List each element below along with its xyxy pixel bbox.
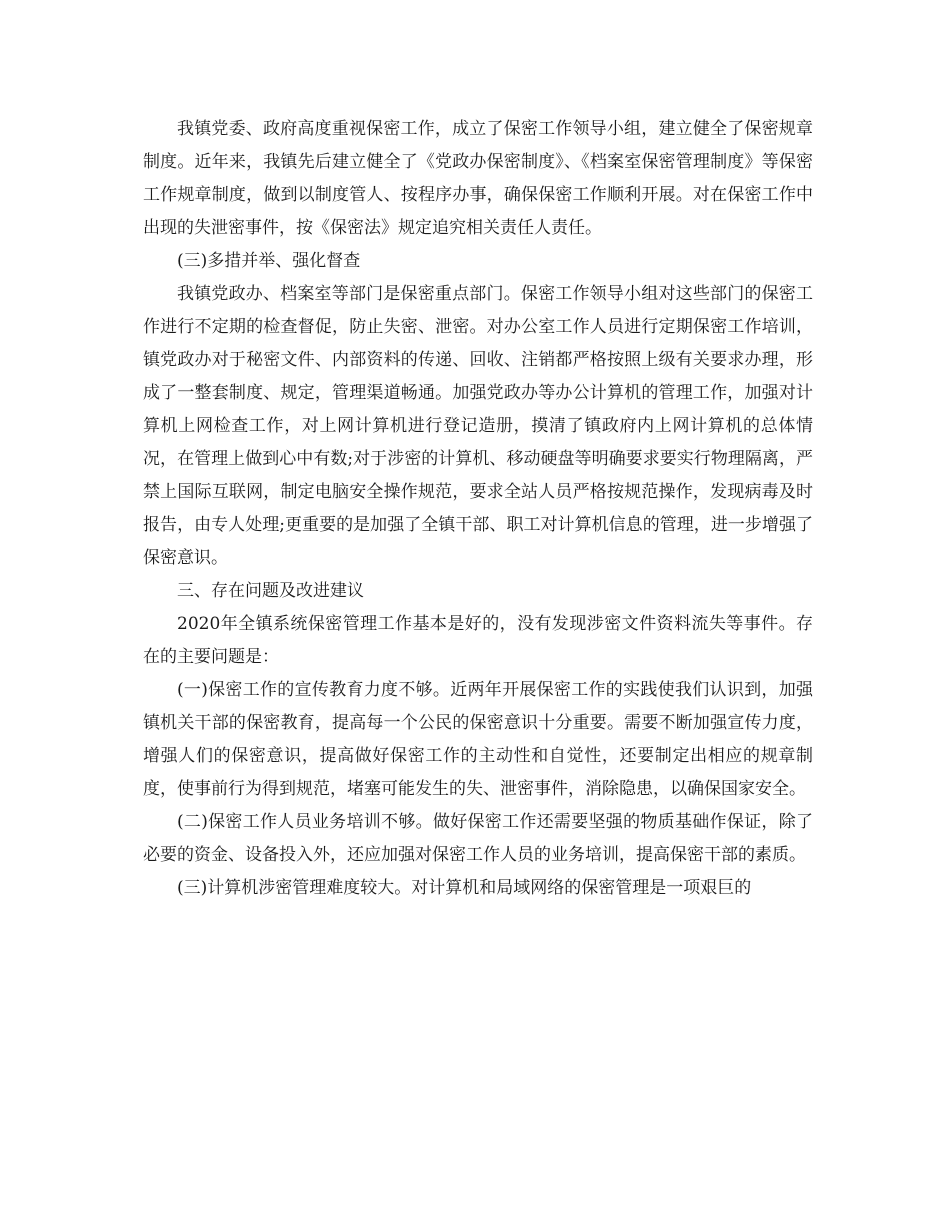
paragraph-key-departments: 我镇党政办、档案室等部门是保密重点部门。保密工作领导小组对这些部门的保密工作进行不定期的检查督促，防止失密、泄密。对办公室工作人员进行定期保密工作培训，镇党政办对于秘密文件、内部资料的传递、回收、注销都严格按照上级有关要求办理，形成了一整套制度、规定，管理渠道畅通。加强党政办等办公计算机的管理工作，加强对计算机上网检查工作，对上网计算机进行登记造册，摸清了镇政府内上网计算机的总体情况，在管理上做到心中有数;对于涉密的计算机、移动硬盘等明确要求要实行物理隔离，严禁上国际互联网，制定电脑安全操作规范，要求全站人员严格按规范操作，发现病毒及时报告，由专人处理;更重要的是加强了全镇干部、职工对计算机信息的管理，进一步增强了保密意识。 <box>143 284 813 568</box>
paragraph-confidentiality-system: 我镇党委、政府高度重视保密工作，成立了保密工作领导小组，建立健全了保密规章制度。近年来，我镇先后建立健全了《党政办保密制度》、《档案室保密管理制度》等保密工作规章制度，做到以制度管人、按程序办事，确保保密工作顺利开展。对在保密工作中出现的失泄密事件，按《保密法》规定追究相关责任人责任。 <box>143 119 813 238</box>
paragraph-summary-2020: 2020年全镇系统保密管理工作基本是好的，没有发现涉密文件资料流失等事件。存在的主要问题是： <box>143 614 813 667</box>
paragraph-problem-1: (一)保密工作的宣传教育力度不够。近两年开展保密工作的实践使我们认识到，加强镇机关干部的保密教育，提高每一个公民的保密意识十分重要。需要不断加强宣传力度，增强人们的保密意识，提高做好保密工作的主动性和自觉性，还要制定出相应的规章制度，使事前行为得到规范，堵塞可能发生的失、泄密事件，消除隐患，以确保国家安全。 <box>143 680 813 799</box>
heading-supervision: (三)多措并举、强化督查 <box>177 251 361 271</box>
paragraph-problem-3: (三)计算机涉密管理难度较大。对计算机和局域网络的保密管理是一项艰巨的 <box>177 878 752 898</box>
document-page <box>143 113 813 905</box>
paragraph-problem-2: (二)保密工作人员业务培训不够。做好保密工作还需要坚强的物质基础作保证，除了必要的资金、设备投入外，还应加强对保密工作人员的业务培训，提高保密干部的素质。 <box>143 812 813 865</box>
heading-problems-suggestions: 三、存在问题及改进建议 <box>177 581 364 601</box>
